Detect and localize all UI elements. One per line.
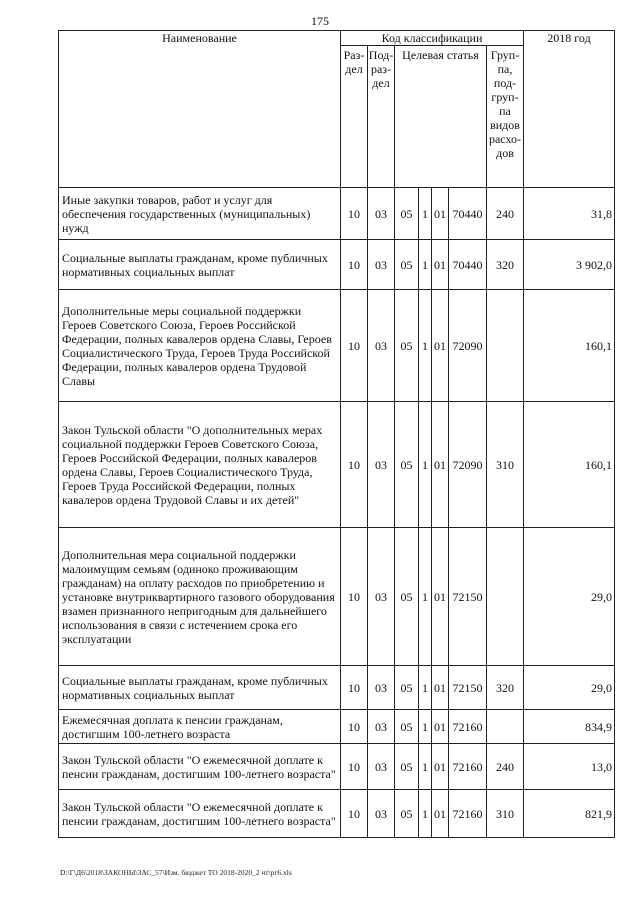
header-group-text: Груп- па, под- груп- па видов расхо- дов bbox=[488, 48, 522, 160]
row-target-subprogram: 1 bbox=[419, 402, 432, 528]
row-target-program: 05 bbox=[395, 666, 419, 710]
header-razdel bbox=[341, 46, 368, 188]
row-podrazdel: 03 bbox=[368, 240, 395, 290]
row-target-direction: 72160 bbox=[449, 790, 487, 838]
row-razdel: 10 bbox=[341, 666, 368, 710]
row-amount-2018: 821,9 bbox=[524, 790, 615, 838]
row-podrazdel: 03 bbox=[368, 666, 395, 710]
row-target-direction: 70440 bbox=[449, 188, 487, 240]
header-target: Целевая статья bbox=[395, 46, 487, 188]
row-target-direction: 72090 bbox=[449, 290, 487, 402]
row-razdel: 10 bbox=[341, 744, 368, 790]
table-row bbox=[59, 528, 615, 666]
row-expense-group bbox=[487, 290, 524, 402]
row-target-subprogram: 1 bbox=[419, 240, 432, 290]
row-expense-group bbox=[487, 710, 524, 744]
row-podrazdel: 03 bbox=[368, 402, 395, 528]
header-year: 2018 год bbox=[524, 31, 615, 188]
row-name: Дополнительные меры социальной поддержки Героев Советского Союза, Героев Российской Федерации, полных кавалеров ордена Славы, Героев Социалистического Труда, Героев Труда Российской Федерации, полных кавалеров ордена Трудовой Славы bbox=[59, 290, 341, 402]
row-target-program: 05 bbox=[395, 290, 419, 402]
row-target-main-event: 01 bbox=[432, 240, 449, 290]
row-amount-2018: 29,0 bbox=[524, 666, 615, 710]
row-target-main-event: 01 bbox=[432, 402, 449, 528]
row-expense-group: 310 bbox=[487, 790, 524, 838]
row-name: Закон Тульской области "О дополнительных мерах социальной поддержки Героев Советского Союза, Героев Российской Федерации, полных кавалеров ордена Славы, Героев Социалистического Труда, Героев Труда Российской Федерации, полных кавалеров ордена Трудовой Славы и их детей" bbox=[59, 402, 341, 528]
row-name: Закон Тульской области "О ежемесячной доплате к пенсии гражданам, достигшим 100-летнего возраста" bbox=[59, 744, 341, 790]
row-razdel: 10 bbox=[341, 710, 368, 744]
row-target-main-event: 01 bbox=[432, 744, 449, 790]
header-row-1 bbox=[59, 31, 615, 46]
row-amount-2018: 834,9 bbox=[524, 710, 615, 744]
row-name: Дополнительная мера социальной поддержки малоимущим семьям (одиноко проживающим гражданам) на оплату расходов по приобретению и установке внутриквартирного газового оборудования взамен признанного непригодным для дальнейшего использования в связи с истечением срока его эксплуатации bbox=[59, 528, 341, 666]
page-number: 175 bbox=[311, 14, 329, 28]
budget-table bbox=[58, 30, 615, 838]
header-razdel-text: Раз- дел bbox=[343, 48, 365, 76]
row-amount-2018: 160,1 bbox=[524, 402, 615, 528]
table-row bbox=[59, 744, 615, 790]
row-target-program: 05 bbox=[395, 528, 419, 666]
row-target-subprogram: 1 bbox=[419, 290, 432, 402]
row-target-subprogram: 1 bbox=[419, 790, 432, 838]
row-podrazdel: 03 bbox=[368, 528, 395, 666]
row-target-subprogram: 1 bbox=[419, 666, 432, 710]
row-target-direction: 72160 bbox=[449, 744, 487, 790]
row-target-main-event: 01 bbox=[432, 290, 449, 402]
row-podrazdel: 03 bbox=[368, 188, 395, 240]
row-target-subprogram: 1 bbox=[419, 710, 432, 744]
table-row bbox=[59, 188, 615, 240]
row-target-direction: 72150 bbox=[449, 528, 487, 666]
row-target-main-event: 01 bbox=[432, 528, 449, 666]
row-target-main-event: 01 bbox=[432, 188, 449, 240]
row-podrazdel: 03 bbox=[368, 790, 395, 838]
table-row bbox=[59, 790, 615, 838]
row-razdel: 10 bbox=[341, 290, 368, 402]
row-target-program: 05 bbox=[395, 402, 419, 528]
row-expense-group: 310 bbox=[487, 402, 524, 528]
row-podrazdel: 03 bbox=[368, 710, 395, 744]
row-target-main-event: 01 bbox=[432, 710, 449, 744]
row-amount-2018: 13,0 bbox=[524, 744, 615, 790]
row-target-program: 05 bbox=[395, 790, 419, 838]
header-group bbox=[487, 46, 524, 188]
row-expense-group: 240 bbox=[487, 188, 524, 240]
row-razdel: 10 bbox=[341, 528, 368, 666]
table-row bbox=[59, 710, 615, 744]
row-razdel: 10 bbox=[341, 188, 368, 240]
row-name: Закон Тульской области "О ежемесячной доплате к пенсии гражданам, достигшим 100-летнего возраста" bbox=[59, 790, 341, 838]
row-amount-2018: 3 902,0 bbox=[524, 240, 615, 290]
row-target-subprogram: 1 bbox=[419, 744, 432, 790]
row-target-main-event: 01 bbox=[432, 666, 449, 710]
row-target-program: 05 bbox=[395, 744, 419, 790]
table-row bbox=[59, 666, 615, 710]
row-podrazdel: 03 bbox=[368, 744, 395, 790]
row-amount-2018: 31,8 bbox=[524, 188, 615, 240]
row-target-program: 05 bbox=[395, 188, 419, 240]
row-name: Ежемесячная доплата к пенсии гражданам, достигшим 100-летнего возраста bbox=[59, 710, 341, 744]
row-name: Иные закупки товаров, работ и услуг для обеспечения государственных (муниципальных) нужд bbox=[59, 188, 341, 240]
row-target-program: 05 bbox=[395, 710, 419, 744]
table-row bbox=[59, 240, 615, 290]
row-razdel: 10 bbox=[341, 240, 368, 290]
row-expense-group bbox=[487, 528, 524, 666]
row-expense-group: 240 bbox=[487, 744, 524, 790]
row-amount-2018: 160,1 bbox=[524, 290, 615, 402]
row-target-program: 05 bbox=[395, 240, 419, 290]
header-podrazdel bbox=[368, 46, 395, 188]
row-razdel: 10 bbox=[341, 402, 368, 528]
header-classification: Код классификации bbox=[341, 31, 524, 46]
table-row bbox=[59, 290, 615, 402]
row-target-direction: 72160 bbox=[449, 710, 487, 744]
row-target-subprogram: 1 bbox=[419, 188, 432, 240]
row-amount-2018: 29,0 bbox=[524, 528, 615, 666]
row-target-subprogram: 1 bbox=[419, 528, 432, 666]
row-target-direction: 72090 bbox=[449, 402, 487, 528]
header-name: Наименование bbox=[59, 31, 341, 188]
row-target-direction: 70440 bbox=[449, 240, 487, 290]
table-row bbox=[59, 402, 615, 528]
row-name: Социальные выплаты гражданам, кроме публичных нормативных социальных выплат bbox=[59, 240, 341, 290]
row-podrazdel: 03 bbox=[368, 290, 395, 402]
header-podrazdel-text: Под- раз- дел bbox=[368, 48, 394, 90]
row-target-direction: 72150 bbox=[449, 666, 487, 710]
row-name: Социальные выплаты гражданам, кроме публичных нормативных социальных выплат bbox=[59, 666, 341, 710]
row-expense-group: 320 bbox=[487, 240, 524, 290]
row-expense-group: 320 bbox=[487, 666, 524, 710]
row-target-main-event: 01 bbox=[432, 790, 449, 838]
row-razdel: 10 bbox=[341, 790, 368, 838]
footer-file-path: D:\Г\Д6\2018\ЗАКОНЫ\ЗАС_57\Изм. бюджет ТО 2018-2020_2 чт\рг6.xls bbox=[60, 868, 292, 877]
